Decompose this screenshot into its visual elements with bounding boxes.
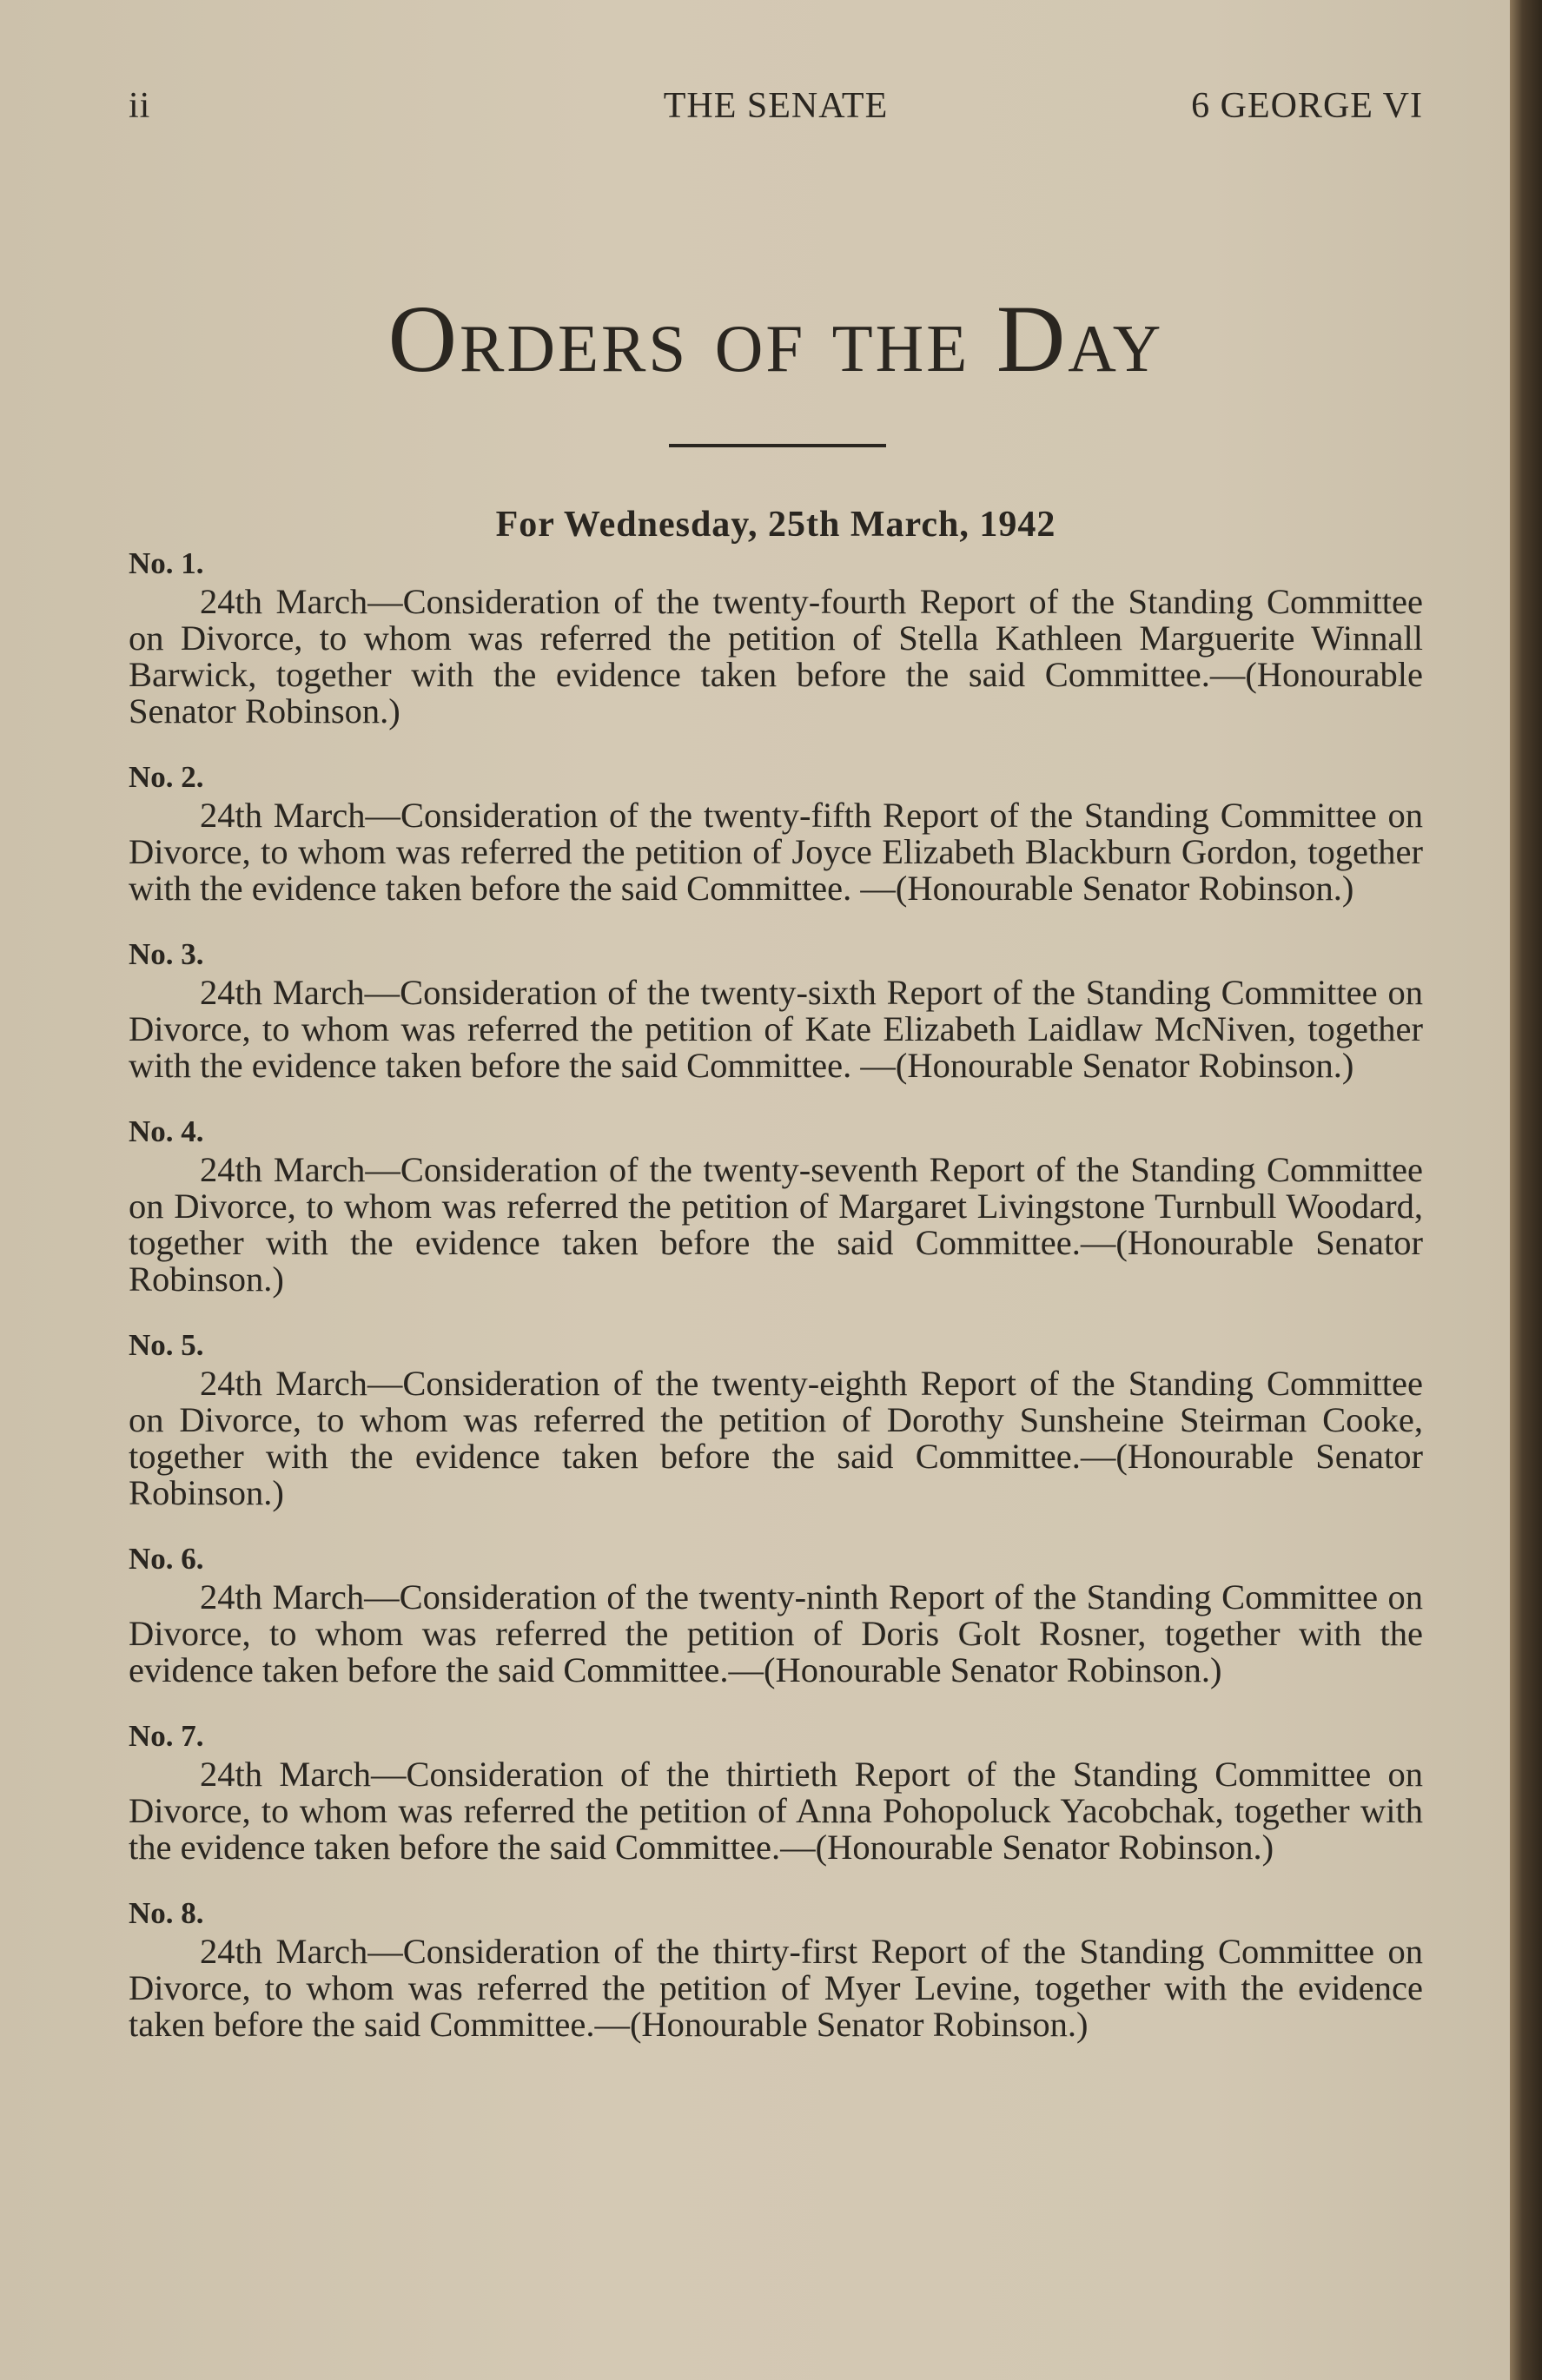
order-text: 24th March—Consideration of the twenty-ninth Report of the Standing Committee on Divorce, to whom was referred the petition of Doris Golt Rosner, together with the evidence taken before the said Committee.—(Honourable Senator Robinson.) <box>129 1577 1423 1689</box>
regnal-year: 6 GEORGE VI <box>1191 86 1423 126</box>
order-text: 24th March—Consideration of the twenty-eighth Report of the Standing Committee on Divorce, to whom was referred the petition of Dorothy Sunsheine Steirman Cooke, together with the evidence taken before the said Committee.—(Honourable Senator Robinson.) <box>129 1364 1423 1512</box>
page-title: Orders of the Day <box>387 286 1164 392</box>
order-text: 24th March—Consideration of the twenty-seventh Report of the Standing Committee on Divorce, to whom was referred the petition of Margaret Livingstone Turnbull Woodard, together with the evidence taken before the said Committee.—(Honourable Senator Robinson.) <box>129 1150 1423 1299</box>
order-text: 24th March—Consideration of the twenty-fourth Report of the Standing Committee on Divorce, to whom was referred the petition of Stella Kathleen Marguerite Winnall Barwick, together with the evidence taken before the said Committee.—(Honourable Senator Robinson.) <box>129 582 1423 731</box>
order-item <box>129 936 1423 1084</box>
order-number: No. 7. <box>129 1719 204 1753</box>
order-number: No. 5. <box>129 1328 204 1362</box>
binding-edge <box>1510 0 1542 2380</box>
order-text: 24th March—Consideration of the thirty-first Report of the Standing Committee on Divorce, to whom was referred the petition of Myer Levine, together with the evidence taken before the said Committee.—(Honourable Senator Robinson.) <box>129 1932 1423 2044</box>
order-number: No. 2. <box>129 760 204 794</box>
orders-list <box>129 545 1423 2073</box>
order-text: 24th March—Consideration of the twenty-sixth Report of the Standing Committee on Divorce, to whom was referred the petition of Kate Elizabeth Laidlaw McNiven, together with the evidence taken before the said Committee. —(Honourable Senator Robinson.) <box>129 973 1423 1085</box>
order-number: No. 6. <box>129 1542 204 1576</box>
order-text: 24th March—Consideration of the thirtieth Report of the Standing Committee on Divorce, to whom was referred the petition of Anna Pohopoluck Yacobchak, together with the evidence taken before the said Committee.—(Honourable Senator Robinson.) <box>129 1755 1423 1867</box>
date-line: For Wednesday, 25th March, 1942 <box>495 505 1056 545</box>
order-item <box>129 759 1423 907</box>
order-item <box>129 1327 1423 1511</box>
order-number: No. 1. <box>129 546 204 580</box>
order-number: No. 8. <box>129 1896 204 1930</box>
order-item <box>129 1114 1423 1298</box>
order-item <box>129 1718 1423 1866</box>
order-number: No. 3. <box>129 937 204 971</box>
order-item <box>129 1895 1423 2043</box>
order-text: 24th March—Consideration of the twenty-fifth Report of the Standing Committee on Divorce, to whom was referred the petition of Joyce Elizabeth Blackburn Gordon, together with the evidence taken before the said Committee. —(Honourable Senator Robinson.) <box>129 796 1423 908</box>
running-head <box>129 85 1423 137</box>
order-item <box>129 1541 1423 1689</box>
order-number: No. 4. <box>129 1114 204 1148</box>
page-number: ii <box>129 86 151 126</box>
order-item <box>129 545 1423 730</box>
title-rule <box>669 444 886 447</box>
running-title: THE SENATE <box>663 86 889 126</box>
